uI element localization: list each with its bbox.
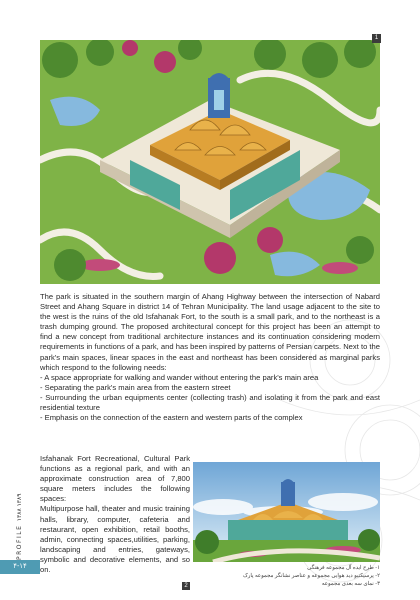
spaces-list-paragraph: Multipurpose hall, theater and music training halls, library, computer, cafeteria and restaurant, open exhibition, retail booths, admin, connecting spaces,utilities, parking, landscaping and entries, gateways, symbolic and decorative elements, and so on. <box>40 504 190 575</box>
figure-caption <box>176 564 380 588</box>
need-item: - Surrounding the urban equipments center (collecting trash) and isolating it from the park and east residential texture <box>40 392 380 413</box>
intro-paragraph: The park is situated in the southern margin of Ahang Highway between the intersection of Nabard Street and Ahang Square in district 14 of Tehran Municipality. The land usage adjacent to the site to the west is the ruins of the old Isfahanak Fort, to the south is a small park, and to the northeast is a trash dumping ground. The proposed architectural concept for this project has been an attempt to find a new concept from traditional architecture instances and its continuation considering modern requirements in functions of a park, and has been inspired by patterns of Persian carpets. Next to the park's main spaces, linear spaces in the east and northeast has been considered as marginal parks which respond to the following needs: <box>40 292 380 372</box>
aerial-park-rendering <box>40 40 380 284</box>
figure-number-bottom: 2 <box>182 582 190 590</box>
spine-text: PROFILE ۱۳۸۸ ۱۳۸۹ <box>16 493 23 560</box>
page-number-tag: ۴-۱۴ <box>0 560 40 574</box>
figure-number-top: 1 <box>372 34 381 43</box>
left-column-text <box>40 454 190 575</box>
spaces-intro-paragraph: Isfahanak Fort Recreational, Cultural Park functions as a regional park, and with an approximate construction area of 7,800 square meters includes the following spaces: <box>40 454 190 504</box>
caption-line: ۲- پرسپکتیو دید هوایی مجموعه و عناصر نشانگر مجموعه پارک <box>242 573 380 579</box>
caption-line: ۱- طرح ایده آل مجموعه فرهنگی <box>307 565 380 571</box>
body-text <box>40 292 380 423</box>
perspective-rendering <box>193 462 380 562</box>
spine-label <box>14 440 24 560</box>
need-item: - Emphasis on the connection of the eastern and western parts of the complex <box>40 413 303 423</box>
need-item: - A space appropriate for walking and wander without entering the park's main area <box>40 372 319 382</box>
need-item: - Separating the park's main area from the eastern street <box>40 382 231 392</box>
caption-line: ۳- نمای سه بعدی مجموعه <box>321 581 380 587</box>
